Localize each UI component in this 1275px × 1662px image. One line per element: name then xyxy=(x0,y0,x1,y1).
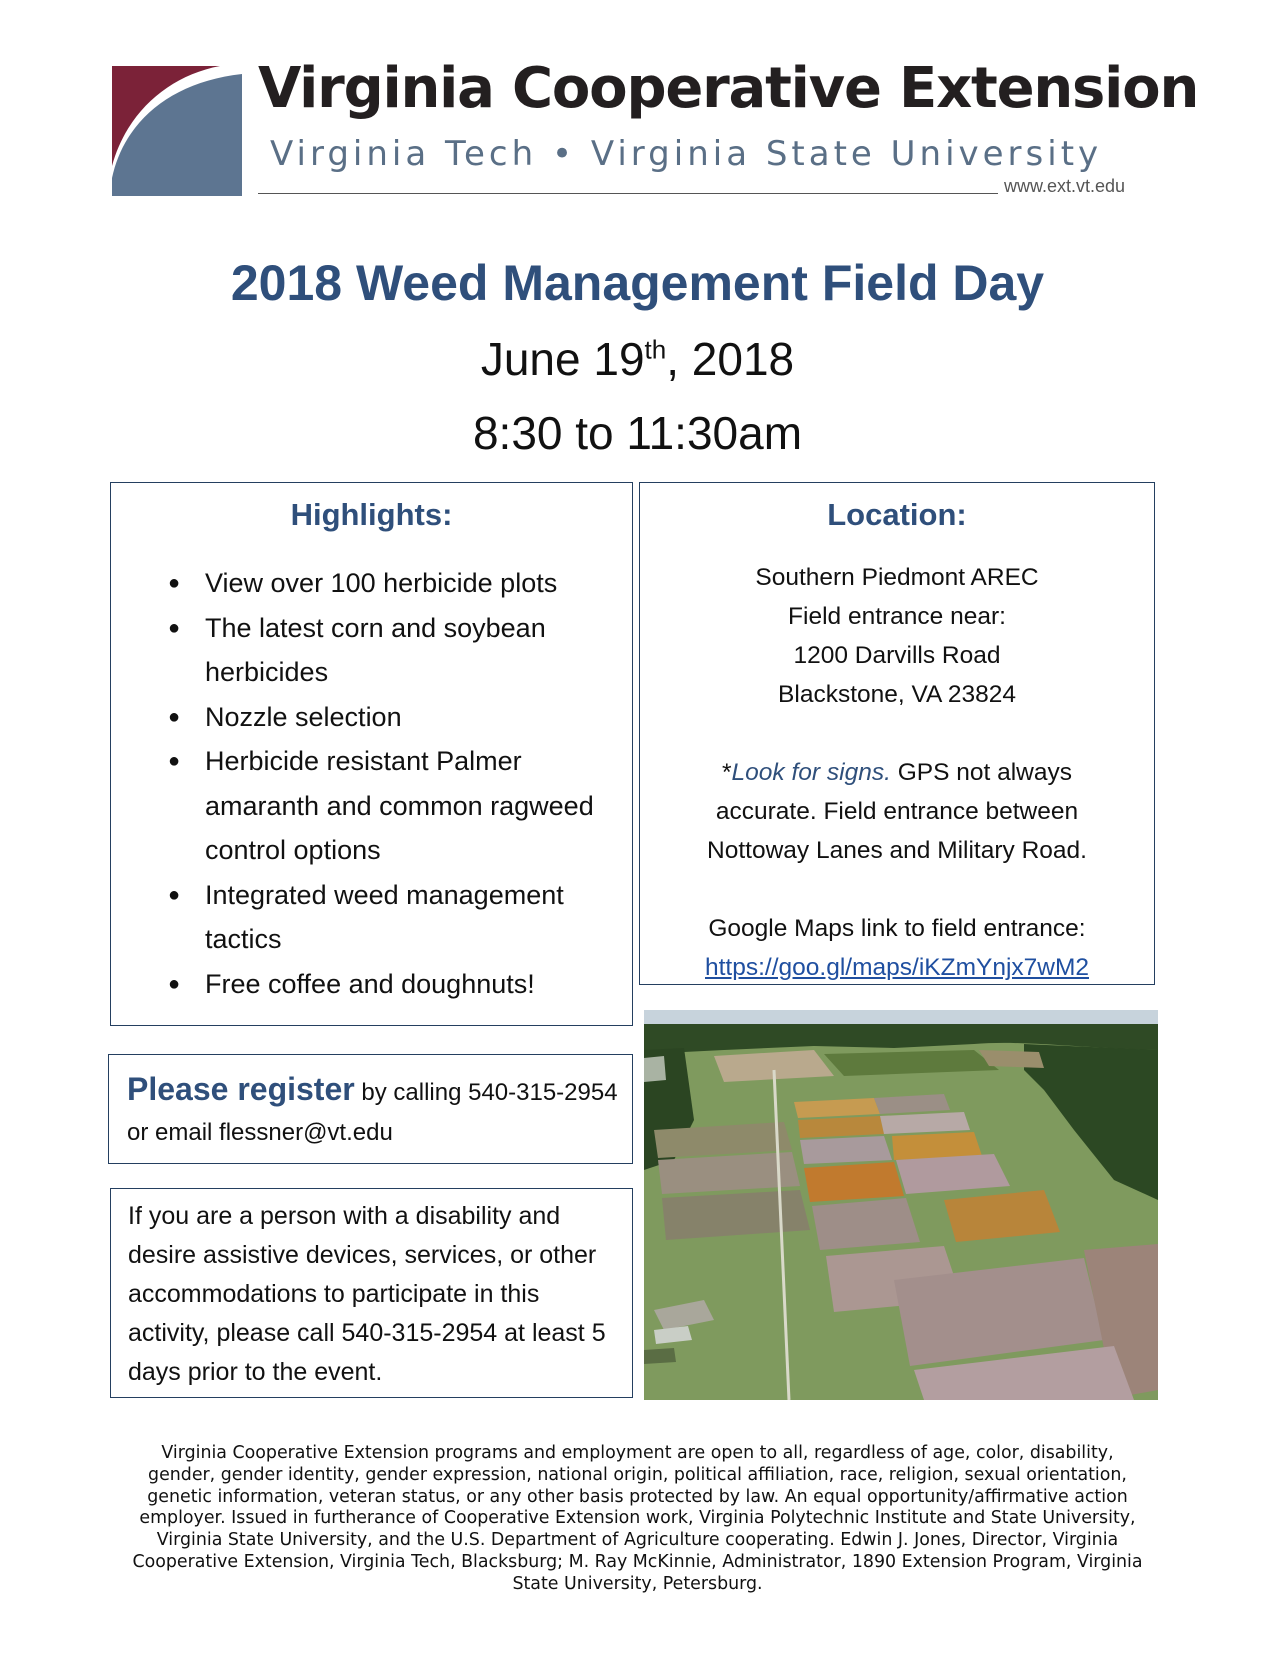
list-item xyxy=(111,739,632,873)
maps-section xyxy=(640,909,1154,987)
list-item xyxy=(111,873,632,962)
bullet-icon: ● xyxy=(168,616,181,639)
location-box xyxy=(639,482,1155,985)
note-star: * xyxy=(722,759,732,786)
location-address xyxy=(640,558,1154,714)
address-line: Southern Piedmont AREC xyxy=(755,564,1039,591)
highlight-text: The latest corn and soybean herbicides xyxy=(205,612,546,687)
register-text xyxy=(127,1069,618,1153)
maps-label: Google Maps link to field entrance: xyxy=(708,915,1086,942)
bullet-icon: ● xyxy=(168,750,181,772)
event-title: 2018 Weed Management Field Day xyxy=(230,255,1045,311)
vce-logo-icon xyxy=(112,66,242,196)
bullet-icon: ● xyxy=(168,572,181,594)
event-date-year: , 2018 xyxy=(666,333,795,385)
event-date-day: June 19 xyxy=(480,333,645,385)
highlight-text: View over 100 herbicide plots xyxy=(205,568,558,598)
list-item xyxy=(111,606,632,695)
highlight-text: Free coffee and doughnuts! xyxy=(205,968,535,999)
bullet-icon: ● xyxy=(168,972,181,995)
address-line: Blackstone, VA 23824 xyxy=(778,681,1016,708)
highlight-text: Integrated weed management tactics xyxy=(205,879,564,954)
bullet-icon: ● xyxy=(168,883,181,906)
highlights-box xyxy=(110,482,633,1026)
note-gps: GPS not always xyxy=(890,759,1072,786)
header-divider xyxy=(258,193,998,194)
list-item xyxy=(111,561,632,606)
highlight-text: Nozzle selection xyxy=(205,701,402,732)
address-line: Field entrance near: xyxy=(788,603,1006,630)
event-date-ordinal: th xyxy=(644,334,667,365)
note-line-1 xyxy=(640,753,1154,792)
register-heading: Please register xyxy=(127,1071,355,1107)
universities-line: Virginia Tech • Virginia State University xyxy=(270,134,1103,174)
highlights-list xyxy=(111,561,632,1006)
maps-link[interactable]: https://goo.gl/maps/iKZmYnjx7wM2 xyxy=(705,954,1089,981)
aerial-field-photo xyxy=(644,1010,1158,1400)
register-box xyxy=(108,1054,633,1164)
org-name: Virginia Cooperative Extension xyxy=(258,56,1199,121)
event-time: 8:30 to 11:30am xyxy=(472,407,803,459)
location-note xyxy=(640,753,1154,870)
location-heading: Location: xyxy=(827,497,967,532)
note-look-for-signs: Look for signs. xyxy=(731,759,891,786)
accessibility-text: If you are a person with a disability and desire assistive devices, services, or other accommodations to participate in this activity, please call 540-315-2954 at least 5 days prior to the event. xyxy=(128,1202,606,1386)
note-line-2: accurate. Field entrance between xyxy=(715,798,1079,825)
event-date xyxy=(0,332,1275,386)
highlights-heading: Highlights: xyxy=(290,497,453,532)
list-item xyxy=(111,962,632,1007)
address-line: 1200 Darvills Road xyxy=(793,642,1001,669)
note-line-3: Nottoway Lanes and Military Road. xyxy=(707,837,1087,864)
footer-disclaimer: Virginia Cooperative Extension programs and employment are open to all, regardless of age, color, disability, gender, gender identity, gender expression, national origin, political affiliation, race, religion, sexual orientation, genetic information, veteran status, or any other basis protected by law. An equal opportunity/affirmative action employer. Issued in furtherance of Cooperative Extension work, Virginia Polytechnic Institute and State University, Virginia State University, and the U.S. Department of Agriculture cooperating. Edwin J. Jones, Director, Virginia Cooperative Extension, Virginia Tech, Blacksburg; M. Ray McKinnie, Administrator, 1890 Extension Program, Virginia State University, Petersburg. xyxy=(132,1443,1143,1594)
register-details: by calling 540-315-2954 or email flessner@vt.edu xyxy=(127,1079,618,1146)
accessibility-box xyxy=(110,1188,633,1398)
bullet-icon: ● xyxy=(168,705,181,728)
highlight-text: Herbicide resistant Palmer amaranth and common ragweed control options xyxy=(205,746,594,865)
website-link[interactable]: www.ext.vt.edu xyxy=(1004,176,1126,196)
list-item xyxy=(111,695,632,740)
